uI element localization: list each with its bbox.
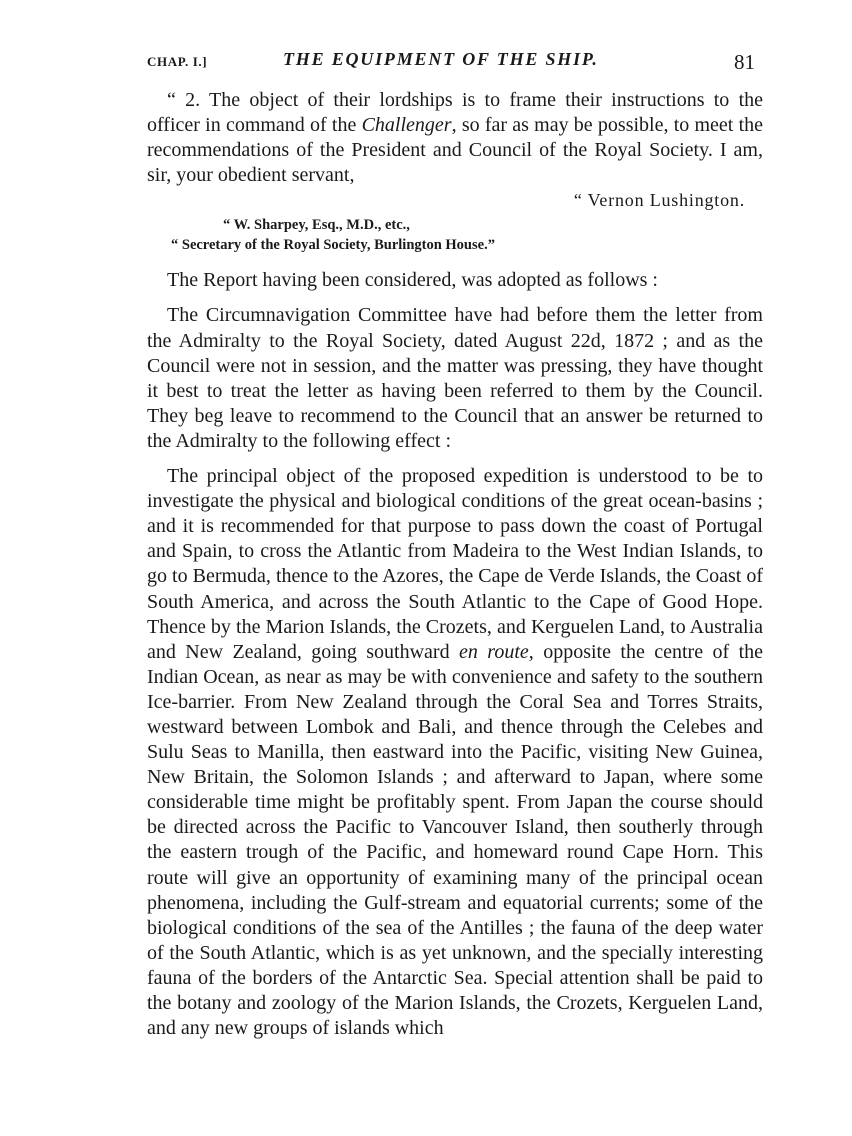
italic-phrase: en route [459,640,529,663]
principal-text-end: , opposite the centre of the Indian Ocean, as near as may be with convenience and safety to the southern Ice-barrier. From New Zealand through the Coral Sea and Torres Straits, westward between Lombok and Bali, and thence through the Celebes and Sulu Seas to Manilla, then eastward into the Pacific, visiting New Guinea, New Britain, the Solomon Islands ; and afterward to Japan, where some considerable time might be profitably spent. From Japan the course should be directed across the Pacific to Vancouver Island, then southerly through the eastern trough of the Pacific, and homeward round Cape Horn. This route will give an opportunity of examining many of the principal ocean phenomena, including the Gulf-stream and equatorial currents; some of the biological conditions of the sea of the Antilles ; the fauna of the deep water of the South Atlantic, which is as yet unknown, and the specially interesting fauna of the borders of the Antarctic Sea. Special attention shall be paid to the botany and zoology of the Marion Islands, the Crozets, Kerguelen Land, and any new groups of islands which [147,640,764,1040]
principal-paragraph [147,464,763,1041]
letter-signature: “ Vernon Lushington. [573,190,745,211]
book-page [147,48,763,1041]
chapter-label: CHAP. I.] [147,54,208,69]
letter-paragraph [147,88,763,188]
principal-text-start: The principal object of the proposed expedition is understood to be to investigate the physical and biological conditions of the great ocean-basins ; and it is recommended for that purpose to pass down the coast of Portugal and Spain, to cross the Atlantic from Madeira to the West Indian Islands, to go to Bermuda, thence to the Azores, the Cape de Verde Islands, the Coast of South America, and across the South Atlantic to the Cape of Good Hope. Thence by the Marion Islands, the Crozets, and Kerguelen Land, to Australia and New Zealand, going southward [147,465,763,663]
address-line-2: “ Secretary of the Royal Society, Burlington House.” [171,237,495,254]
ship-name: Challenger [361,114,452,137]
letter-text-start: “ 2. The object of their lordships is to frame their instructions to the officer in command of the [147,89,763,137]
running-title: THE EQUIPMENT OF THE SHIP. [283,49,599,69]
page-number: 81 [734,50,755,74]
address-line-1: “ W. Sharpey, Esq., M.D., etc., [223,217,410,234]
report-intro: The Report having been considered, was adopted as follows : [167,269,658,292]
letter-text-end: , so far as may be possible, to meet the recommendations of the President and Council of the Royal Society. I am, sir, your obedient servant, [147,114,763,187]
page-header [147,48,763,82]
committee-paragraph: The Circumnavigation Committee have had before them the letter from the Admiralty to the Royal Society, dated August 22d, 1872 ; and as the Council were not in session, and the matter was pressing, they have thought it best to treat the letter as having been referred to them by the Council. They beg leave to recommend to the Council that an answer be returned to the Admiralty to the following effect : [147,304,763,452]
